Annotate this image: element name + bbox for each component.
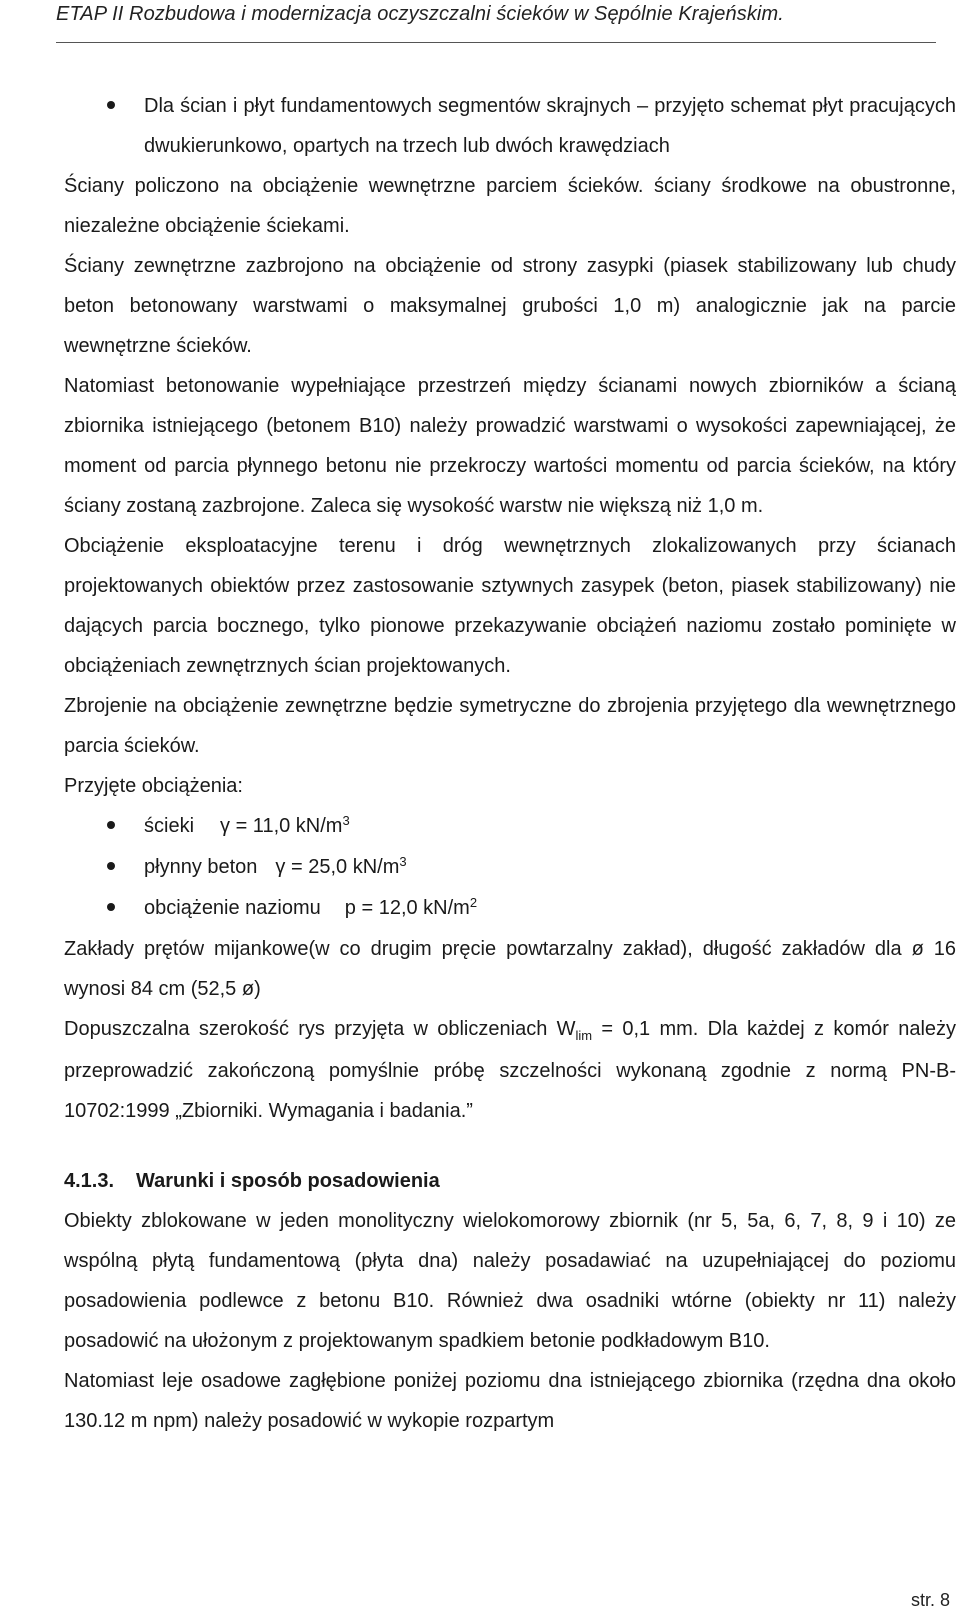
- paragraph: [64, 1009, 956, 1131]
- page-header: [56, 0, 936, 43]
- list-item: [64, 806, 956, 847]
- paragraph: Przyjęte obciążenia:: [64, 775, 243, 797]
- loads-list: [64, 806, 956, 929]
- paragraph: Zbrojenie na obciążenie zewnętrzne będzie symetryczne do zbrojenia przyjętego dla wewnętrznego parcia ścieków.: [64, 695, 956, 757]
- list-item: [64, 847, 956, 888]
- text-span: Dopuszczalna szerokość rys przyjęta w obliczeniach W: [64, 1018, 576, 1040]
- section-heading: [64, 1161, 956, 1201]
- subscript: lim: [575, 1028, 593, 1043]
- paragraph: Ściany zewnętrzne zazbrojono na obciążenie od strony zasypki (piasek stabilizowany lub chudy beton betonowany warstwami o maksymalnej grubości 1,0 m) analogicznie jak na parcie wewnętrzne ścieków.: [64, 255, 956, 357]
- paragraph: Natomiast betonowanie wypełniające przestrzeń między ścianami nowych zbiorników a ścianą zbiornika istniejącego (betonem B10) należy prowadzić warstwami o wysokości zapewniającej, że moment od parcia płynnego betonu nie przekroczy wartości momentu od parcia ścieków, na który ściany zostaną zazbrojone. Zaleca się wysokość warstw nie większą niż 1,0 m.: [64, 375, 956, 517]
- text-span: = 0,1 mm. Dla każdej z komór należy przeprowadzić zakończoną pomyślnie próbę szczelności wykonaną zgodnie z normą PN-B-10702:1999 „Zbiorniki. Wymagania i badania.”: [64, 1018, 957, 1122]
- section-title: Warunki i sposób posadowienia: [136, 1170, 440, 1192]
- paragraph: Obciążenie eksploatacyjne terenu i dróg wewnętrznych zlokalizowanych przy ścianach projektowanych obiektów przez zastosowanie sztywnych zasypek (beton, piasek stabilizowany) nie dających parcia bocznego, tylko pionowe przekazywanie obciążeń naziomu zostało pominięte w obciążeniach zewnętrznych ścian projektowanych.: [64, 535, 956, 677]
- load-value: p = 12,0 kN/m: [344, 897, 470, 919]
- bullet-text: Dla ścian i płyt fundamentowych segmentów skrajnych – przyjęto schemat płyt pracujących dwukierunkowo, opartych na trzech lub dwóch krawędziach: [144, 95, 956, 157]
- load-name: ścieki: [144, 815, 195, 837]
- paragraph: Natomiast leje osadowe zagłębione poniżej poziomu dna istniejącego zbiornika (rzędna dna około 130.12 m npm) należy posadowić w wykopie rozpartym: [64, 1370, 956, 1432]
- load-exponent: 3: [399, 854, 407, 869]
- header-title: ETAP II Rozbudowa i modernizacja oczyszczalni ścieków w Sępólnie Krajeńskim.: [56, 3, 784, 25]
- paragraph: Ściany policzono na obciążenie wewnętrzne parciem ścieków. ściany środkowe na obustronne, niezależne obciążenie ściekami.: [64, 175, 956, 237]
- bullet-icon: [107, 903, 115, 911]
- load-name: płynny beton: [144, 856, 258, 878]
- load-exponent: 3: [342, 813, 350, 828]
- bullet-icon: [107, 862, 115, 870]
- page-number: str. 8: [910, 1590, 950, 1610]
- section-number: 4.1.3.: [64, 1170, 115, 1192]
- list-item: [64, 888, 956, 929]
- load-name: obciążenie naziomu: [144, 897, 321, 919]
- load-value: γ = 25,0 kN/m: [275, 856, 400, 878]
- load-value: γ = 11,0 kN/m: [220, 815, 343, 837]
- bullet-icon: [107, 101, 115, 109]
- paragraph: Zakłady prętów mijankowe(w co drugim pręcie powtarzalny zakład), długość zakładów dla ø 16 wynosi 84 cm (52,5 ø): [64, 938, 956, 1000]
- paragraph: Obiekty zblokowane w jeden monolityczny wielokomorowy zbiornik (nr 5, 5a, 6, 7, 8, 9 i 10) ze wspólną płytą fundamentową (płyta dna) należy posadawiać na uzupełniającej do poziomu posadowienia podlewce z betonu B10. Również dwa osadniki wtórne (obiekty nr 11) należy posadowić na ułożonym z projektowanym spadkiem betonie podkładowym B10.: [64, 1210, 956, 1352]
- bullet-icon: [107, 821, 115, 829]
- list-item: [0, 86, 956, 166]
- load-exponent: 2: [469, 895, 478, 910]
- document-body: [64, 86, 956, 1441]
